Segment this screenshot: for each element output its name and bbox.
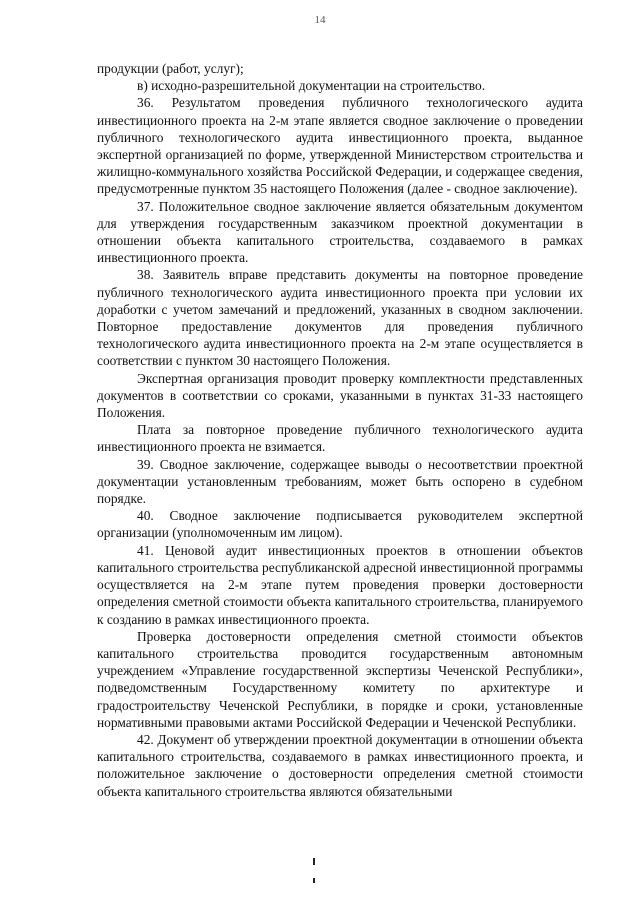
paragraph-41: 41. Ценовой аудит инвестиционных проектов в отношении объектов капитального строительства республиканской адресной инвестиционной программы осуществляется на 2-м этапе путем проведения проверки достоверности определения сметной стоимости объекта капитального строительства, планируемого к созданию в рамках инвестиционного проекта. bbox=[97, 542, 583, 627]
paragraph-38: 38. Заявитель вправе представить документы на повторное проведение публичного технологического аудита инвестиционного проекта при условии их доработки с учетом замечаний и предложений, указанных в сводном заключении. Повторное предоставление документов для проведения публичного технологического аудита инвестиционного проекта на 2-м этапе осуществляется в соответствии с пунктом 30 настоящего Положения. bbox=[97, 267, 583, 369]
scan-mark-lower bbox=[313, 878, 315, 883]
paragraph-37: 37. Положительное сводное заключение является обязательным документом для утверждения государственным заказчиком проектной документации в отношении объекта капитального строительства, создаваемого в рамках инвестиционного проекта. bbox=[97, 198, 583, 266]
paragraph-36: 36. Результатом проведения публичного технологического аудита инвестиционного проекта на 2-м этапе является сводное заключение о проведении публичного технологического аудита инвестиционного проекта, выданное экспертной организацией по форме, утвержденной Министерством строительства и жилищно-коммунального хозяйства Российской Федерации, и содержащее сведения, предусмотренные пунктом 35 настоящего Положения (далее - сводное заключение). bbox=[97, 95, 583, 197]
paragraph-41-verification: Проверка достоверности определения сметной стоимости объектов капитального строительства проводится государственным автономным учреждением «Управление государственной экспертизы Чеченской Республики», подведомственным Государственному комитету по архитектуре и градостроительству Чеченской Республики, в порядке и сроки, установленные нормативными правовыми актами Российской Федерации и Чеченской Республики. bbox=[97, 628, 583, 730]
scan-mark-upper bbox=[313, 858, 315, 865]
paragraph-38-check: Экспертная организация проводит проверку комплектности представленных документов в соответствии со сроками, указанными в пунктах 31-33 настоящего Положения. bbox=[97, 370, 583, 421]
paragraph-40: 40. Сводное заключение подписывается руководителем экспертной организации (уполномоченным им лицом). bbox=[97, 508, 583, 541]
page-number: 14 bbox=[314, 14, 326, 26]
paragraph-item-v: в) исходно-разрешительной документации на строительство. bbox=[137, 78, 486, 94]
document-body bbox=[97, 60, 583, 800]
paragraph-38-fee: Плата за повторное проведение публичного технологического аудита инвестиционного проекта не взимается. bbox=[97, 422, 583, 455]
paragraph-39: 39. Сводное заключение, содержащее выводы о несоответствии проектной документации установленным требованиям, может быть оспорено в судебном порядке. bbox=[97, 456, 583, 507]
paragraph-42: 42. Документ об утверждении проектной документации в отношении объекта капитального строительства, создаваемого в рамках инвестиционного проекта, и положительное заключение о достоверности определения сметной стоимости объекта капитального строительства являются обязательными bbox=[97, 731, 583, 799]
paragraph-continuation: продукции (работ, услуг); bbox=[97, 61, 244, 76]
